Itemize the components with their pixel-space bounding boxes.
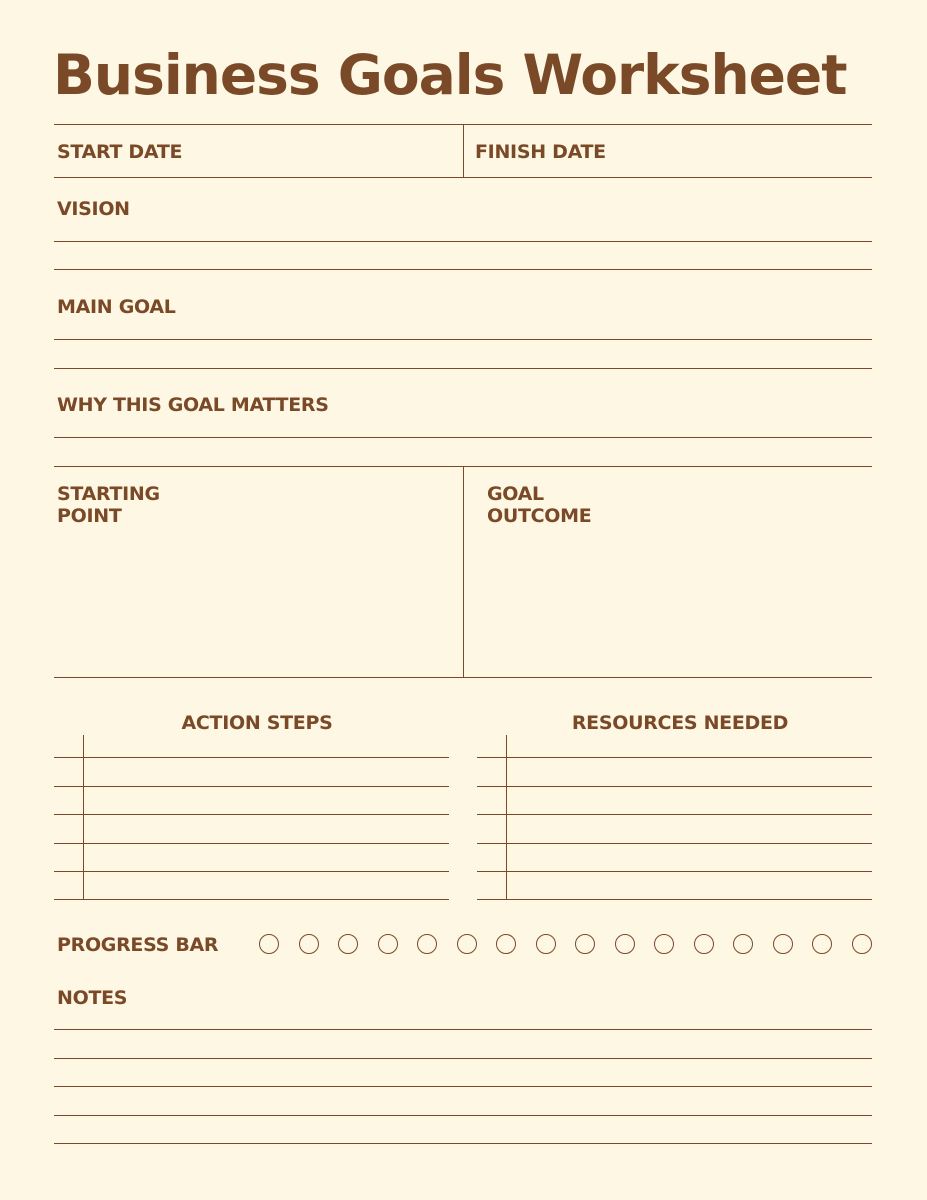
resource-line[interactable]	[477, 843, 872, 844]
divider	[463, 124, 464, 178]
action-step-line[interactable]	[54, 899, 449, 900]
divider	[54, 269, 872, 270]
vision-line[interactable]	[54, 241, 872, 242]
vision-label: VISION	[57, 198, 130, 220]
progress-circle[interactable]	[536, 934, 556, 954]
progress-circle[interactable]	[694, 934, 714, 954]
goal-outcome-label-line1: GOAL	[487, 483, 544, 505]
divider	[463, 466, 464, 678]
divider	[83, 735, 84, 900]
progress-circle[interactable]	[417, 934, 437, 954]
goal-outcome-label	[487, 483, 591, 527]
divider	[54, 368, 872, 369]
notes-line[interactable]	[54, 1058, 872, 1059]
notes-line[interactable]	[54, 1086, 872, 1087]
starting-point-label-line2: POINT	[57, 505, 122, 527]
action-step-line[interactable]	[54, 786, 449, 787]
progress-circle[interactable]	[496, 934, 516, 954]
page-title: Business Goals Worksheet	[53, 43, 847, 107]
main-goal-label: MAIN GOAL	[57, 296, 176, 318]
finish-date-label: FINISH DATE	[475, 141, 606, 163]
resource-line[interactable]	[477, 814, 872, 815]
progress-circle[interactable]	[575, 934, 595, 954]
start-date-label: START DATE	[57, 141, 183, 163]
resource-line[interactable]	[477, 871, 872, 872]
action-step-line[interactable]	[54, 757, 449, 758]
resource-line[interactable]	[477, 786, 872, 787]
starting-point-label	[57, 483, 160, 527]
resources-needed-label: RESOURCES NEEDED	[571, 712, 789, 734]
starting-point-label-line1: STARTING	[57, 483, 160, 505]
progress-circle[interactable]	[378, 934, 398, 954]
action-step-line[interactable]	[54, 843, 449, 844]
progress-circle[interactable]	[259, 934, 279, 954]
progress-circle[interactable]	[773, 934, 793, 954]
action-steps-label: ACTION STEPS	[181, 712, 333, 734]
why-matters-line[interactable]	[54, 437, 872, 438]
progress-circle[interactable]	[812, 934, 832, 954]
divider	[54, 177, 872, 178]
action-step-line[interactable]	[54, 814, 449, 815]
notes-label: NOTES	[57, 987, 128, 1009]
progress-circle[interactable]	[852, 934, 872, 954]
action-step-line[interactable]	[54, 871, 449, 872]
progress-circle[interactable]	[733, 934, 753, 954]
progress-circle[interactable]	[338, 934, 358, 954]
progress-circle[interactable]	[615, 934, 635, 954]
progress-circle[interactable]	[654, 934, 674, 954]
progress-circle[interactable]	[457, 934, 477, 954]
resource-line[interactable]	[477, 899, 872, 900]
main-goal-line[interactable]	[54, 339, 872, 340]
divider	[54, 677, 872, 678]
resource-line[interactable]	[477, 757, 872, 758]
goal-outcome-label-line2: OUTCOME	[487, 505, 592, 527]
progress-circle[interactable]	[299, 934, 319, 954]
notes-line[interactable]	[54, 1115, 872, 1116]
progress-bar-label: PROGRESS BAR	[57, 934, 219, 956]
notes-line[interactable]	[54, 1143, 872, 1144]
why-matters-label: WHY THIS GOAL MATTERS	[57, 394, 329, 416]
divider	[506, 735, 507, 900]
notes-line[interactable]	[54, 1029, 872, 1030]
